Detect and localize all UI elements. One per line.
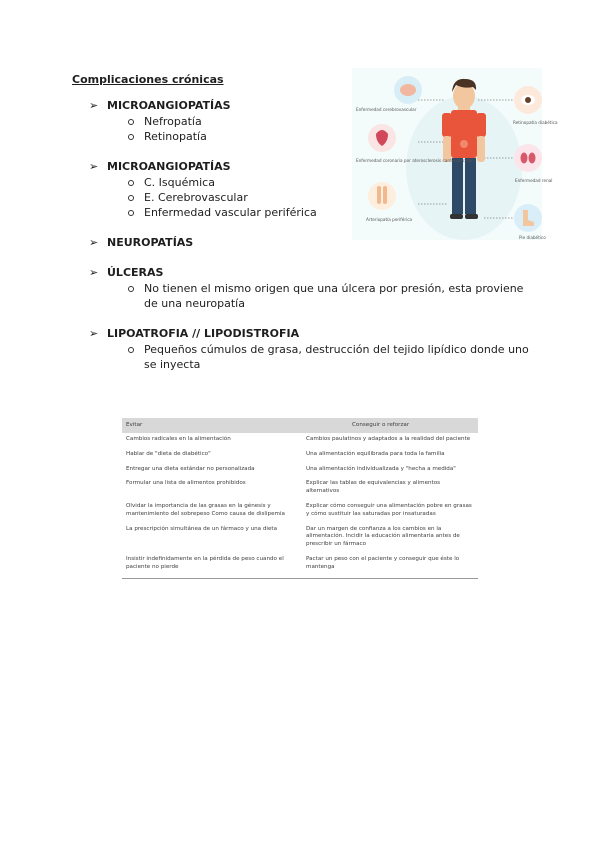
list-item: C. Isquémica: [125, 175, 529, 190]
table-cell: La prescripción simultánea de un fármaco y una dieta: [126, 525, 278, 532]
section-lipoatrofia: [89, 326, 529, 372]
table-cell: Cambios paulatinos y adaptados a la realidad del paciente: [306, 436, 471, 442]
diet-recommendations-table: [122, 418, 478, 579]
table-row: [122, 463, 478, 478]
arrow-bullet-icon: ➢: [89, 160, 99, 173]
section-heading: LIPOATROFIA // LIPODISTROFIA: [107, 327, 300, 340]
table-cell: Formular una lista de alimentos prohibidos: [126, 480, 246, 487]
label-kidney: Enfermedad renal: [515, 178, 553, 183]
section-ulceras: [89, 265, 529, 311]
arrow-bullet-icon: ➢: [89, 327, 99, 340]
list-item: Enfermedad vascular periférica: [125, 205, 529, 220]
section-heading: ÚLCERAS: [107, 266, 164, 279]
sub-list: [89, 281, 529, 311]
section-heading: NEUROPATÍAS: [107, 236, 194, 249]
arrow-bullet-icon: ➢: [89, 266, 99, 279]
list-item: Retinopatía: [125, 129, 529, 144]
table-row: [122, 523, 478, 553]
table-row: [122, 553, 478, 578]
label-heart: Enfermedad coronaria por aterosclerosis cardiovascular: [356, 158, 473, 163]
kidney-icon: [514, 144, 542, 172]
label-eye: Retinopatía diabética: [513, 120, 558, 125]
label-brain: Enfermedad cerebrovascular: [356, 107, 417, 112]
list-item: Nefropatía: [125, 114, 529, 129]
list-item: E. Cerebrovascular: [125, 190, 529, 205]
table-cell: Hablar de "dieta de diabético": [126, 450, 211, 457]
diabetes-complications-infographic: [352, 68, 558, 240]
table-cell: Cambios radicales en la alimentación: [126, 436, 231, 442]
table-cell: Insistir indefinidamente en la pérdida de peso cuando el paciente no pierde: [122, 553, 302, 578]
table-cell: Olvidar la importancia de las grasas en la génesis y mantenimiento del sobrepeso Como causa de dislipemia: [126, 502, 285, 517]
table-row: [122, 433, 478, 448]
sub-list: [89, 342, 529, 372]
infographic-svg: [352, 68, 558, 240]
table-cell: Explicar cómo conseguir una alimentación pobre en grasas y cómo sustituir las saturadas por insaturadas: [306, 502, 472, 517]
list-item: No tienen el mismo origen que una úlcera por presión, esta proviene de una neuropatía: [125, 281, 529, 311]
column-header: Conseguir o reforzar: [302, 418, 478, 433]
page-title: Complicaciones crónicas: [72, 73, 224, 86]
table-row: [122, 448, 478, 463]
section-heading: MICROANGIOPATÍAS: [107, 99, 231, 112]
label-legs: Arteriopatía periférica: [366, 217, 413, 222]
arrow-bullet-icon: ➢: [89, 99, 99, 112]
table-cell: Pactar un peso con el paciente y conseguir que éste lo mantenga: [302, 553, 478, 578]
table-cell: Una alimentación equilibrada para toda la familia: [306, 450, 445, 457]
section-heading: MICROANGIOPATÍAS: [107, 160, 231, 173]
table-header-row: [122, 418, 478, 433]
table-row: [122, 477, 478, 500]
label-foot: Pie diabético: [519, 235, 546, 240]
legs-icon: [368, 182, 396, 210]
list-item: Pequeños cúmulos de grasa, destrucción del tejido lipídico donde uno se inyecta: [125, 342, 529, 372]
table-cell: Dar un margen de confianza a los cambios en la alimentación. Incidir la educación alimentaria antes de prescribir un fármaco: [306, 525, 460, 548]
table-cell: Explicar las tablas de equivalencias y alimentos alternativos: [306, 480, 441, 495]
table-cell: Una alimentación individualizada y "hecha a medida": [306, 465, 456, 472]
column-header: Evitar: [122, 418, 302, 433]
table-cell: Entregar una dieta estándar no personalizada: [126, 465, 255, 472]
arrow-bullet-icon: ➢: [89, 236, 99, 249]
table-row: [122, 500, 478, 523]
